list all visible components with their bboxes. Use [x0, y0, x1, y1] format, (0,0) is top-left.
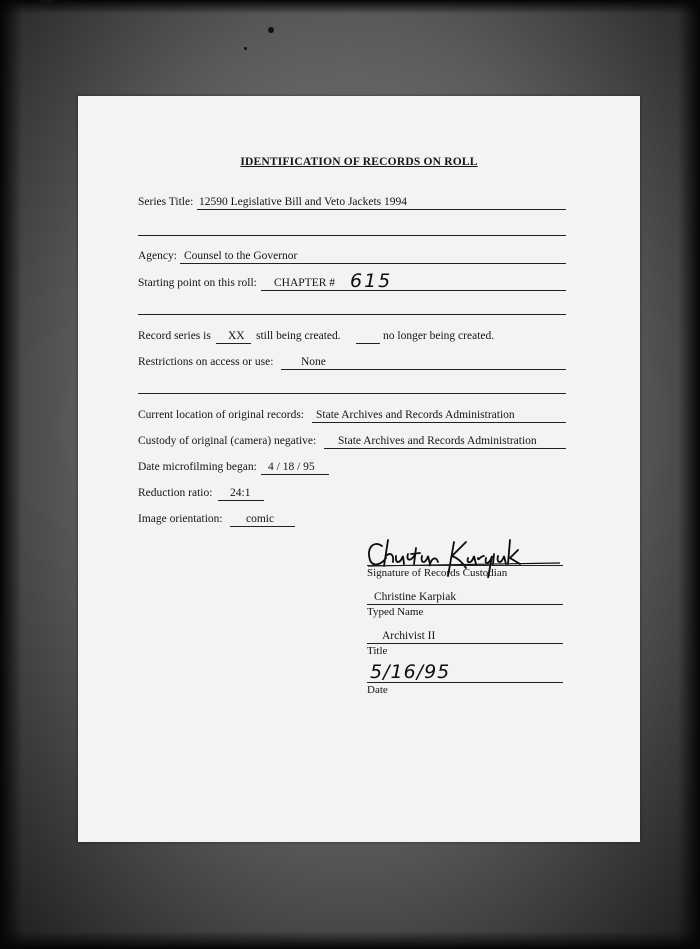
film-speck [244, 47, 247, 50]
date-began-line [261, 474, 329, 475]
current-location-label: Current location of original records: [138, 409, 305, 421]
orientation-label: Image orientation: [138, 513, 223, 525]
reduction-label: Reduction ratio: [138, 487, 213, 499]
agency-value: Counsel to the Governor [184, 250, 298, 262]
typed-name-line [367, 604, 563, 605]
date-label: Date [367, 684, 388, 696]
record-series-label: Record series is [138, 330, 211, 342]
record-series-mark: XX [228, 330, 245, 342]
custody-line [324, 448, 566, 449]
date-line [367, 682, 563, 683]
starting-point-line [261, 290, 566, 291]
date-began-value: 4 / 18 / 95 [268, 461, 315, 473]
blank-line [138, 393, 566, 394]
agency-label: Agency: [138, 250, 177, 262]
starting-point-value: CHAPTER # [274, 277, 336, 289]
custody-value: State Archives and Records Administration [338, 435, 537, 447]
date-handwritten: 5/16/95 [370, 661, 451, 683]
still-created-label: still being created. [256, 330, 341, 342]
form-title: IDENTIFICATION OF RECORDS ON ROLL [240, 156, 478, 168]
signature-line [367, 565, 563, 566]
reduction-value: 24:1 [230, 487, 251, 499]
restrictions-label: Restrictions on access or use: [138, 356, 274, 368]
title-value: Archivist II [382, 630, 436, 642]
starting-point-handwritten: 615 [350, 270, 393, 292]
restrictions-value: None [301, 356, 326, 368]
starting-point-label: Starting point on this roll: [138, 277, 257, 289]
current-location-line [312, 422, 566, 423]
title-line [367, 643, 563, 644]
series-title-value: 12590 Legislative Bill and Veto Jackets 1994 [199, 196, 408, 208]
current-location-value: State Archives and Records Administration [316, 409, 515, 421]
orientation-value: comic [246, 513, 275, 525]
film-edge-bottom [0, 931, 700, 949]
custody-label: Custody of original (camera) negative: [138, 435, 317, 447]
records-form-sheet [78, 96, 640, 842]
film-edge-right [678, 0, 700, 949]
film-edge-top [0, 0, 700, 14]
series-title-label: Series Title: [138, 196, 194, 208]
agency-line [180, 263, 566, 264]
title-label: Title [367, 645, 388, 657]
orientation-line [230, 526, 295, 527]
no-longer-mark-line [356, 343, 380, 344]
typed-name-label: Typed Name [367, 606, 424, 618]
series-title-line [197, 209, 566, 210]
record-series-mark-line [216, 343, 251, 344]
restrictions-line [281, 369, 566, 370]
blank-line [138, 314, 566, 315]
reduction-line [218, 500, 264, 501]
typed-name-value: Christine Karpiak [374, 591, 457, 603]
film-speck [268, 27, 274, 33]
signature-caption: Signature of Records Custodian [367, 567, 508, 579]
blank-line [138, 235, 566, 236]
no-longer-label: no longer being created. [383, 330, 495, 342]
film-edge-left [0, 0, 22, 949]
date-began-label: Date microfilming began: [138, 461, 257, 473]
